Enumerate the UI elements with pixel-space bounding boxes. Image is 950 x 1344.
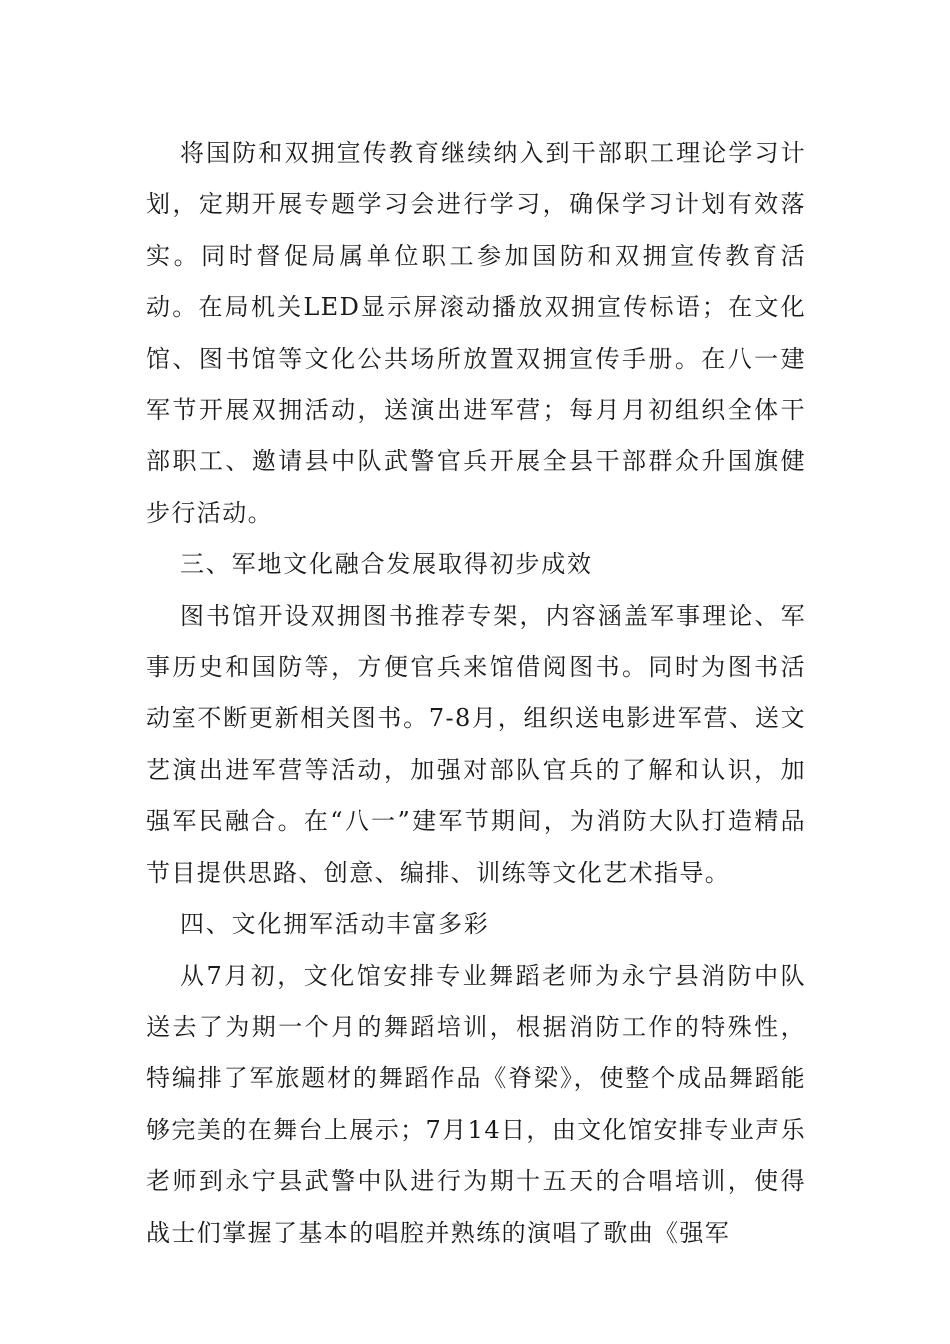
paragraph-promotion-education: 将国防和双拥宣传教育继续纳入到干部职工理论学习计划，定期开展专题学习会进行学习，确保学习计划有效落实。同时督促局属单位职工参加国防和双拥宣传教育活动。在局机关LED显示屏滚动播放双拥宣传标语；在文化馆、图书馆等文化公共场所放置双拥宣传手册。在八一建军节开展双拥活动，送演出进军营；每月月初组织全体干部职工、邀请县中队武警官兵开展全县干部群众升国旗健步行活动。 bbox=[146, 139, 806, 527]
paragraph-dance-choir-training: 从7月初，文化馆安排专业舞蹈老师为永宁县消防中队送去了为期一个月的舞蹈培训，根据消防工作的特殊性，特编排了军旅题材的舞蹈作品《脊梁》，使整个成品舞蹈能够完美的在舞台上展示；7月14日，由文化馆安排专业声乐老师到永宁县武警中队进行为期十五天的合唱培训，使得战士们掌握了基本的唱腔并熟练的演唱了歌曲《强军 bbox=[146, 961, 806, 1247]
section-heading-4: 四、文化拥军活动丰富多彩 bbox=[180, 910, 490, 939]
section-heading-3: 三、军地文化融合发展取得初步成效 bbox=[180, 550, 593, 579]
document-body bbox=[146, 128, 806, 1259]
paragraph-library-culture: 图书馆开设双拥图书推荐专架，内容涵盖军事理论、军事历史和国防等，方便官兵来馆借阅图书。同时为图书活动室不断更新相关图书。7-8月，组织送电影进军营、送文艺演出进军营等活动，加强对部队官兵的了解和认识，加强军民融合。在“八一”建军节期间，为消防大队打造精品节目提供思路、创意、编排、训练等文化艺术指导。 bbox=[146, 601, 806, 887]
